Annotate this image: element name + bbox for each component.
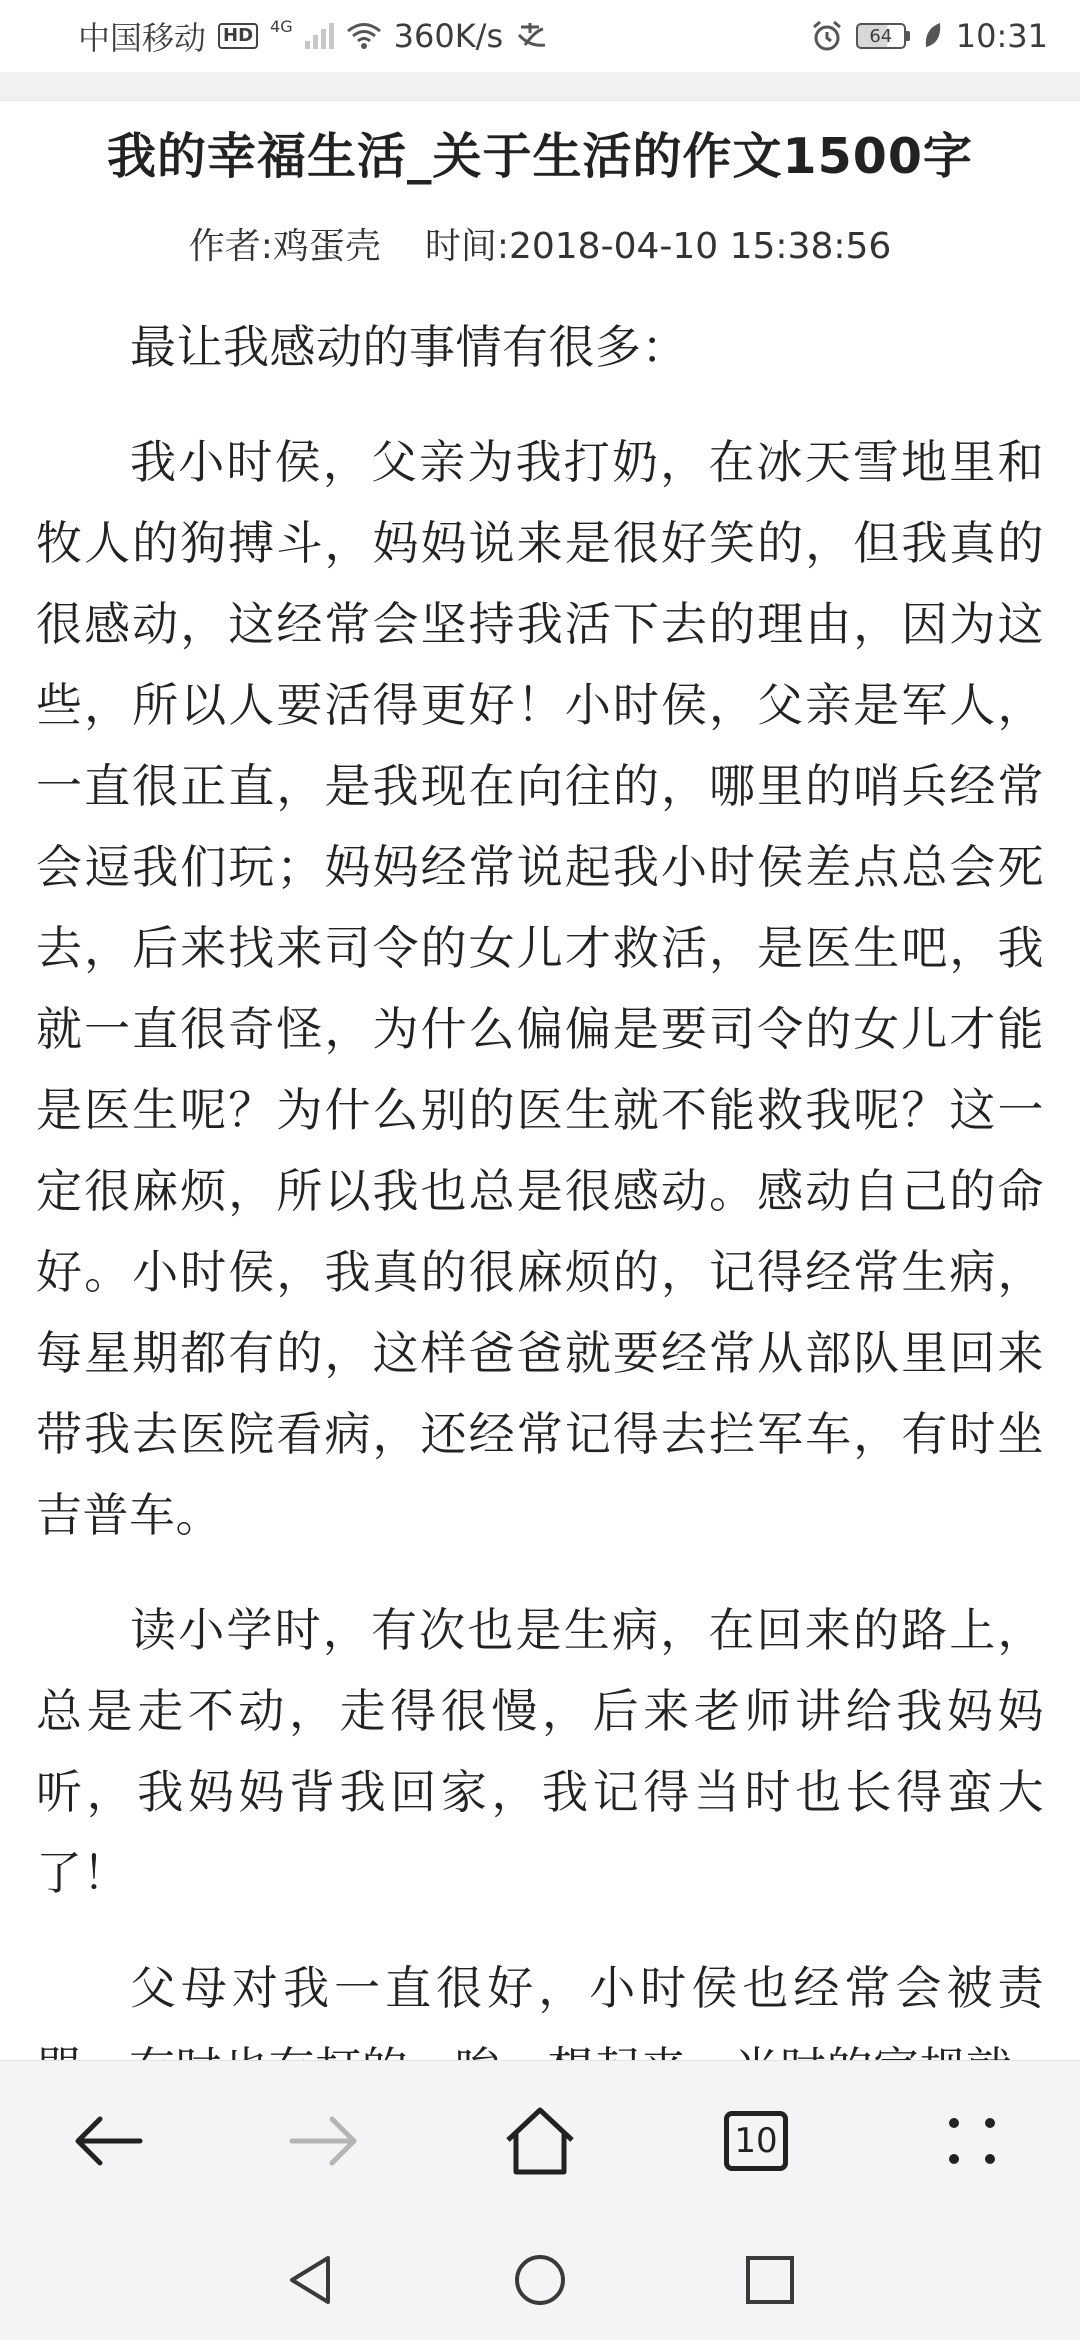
square-recents-icon: [744, 2254, 796, 2306]
article-paragraph: 父母对我一直很好，小时侯也经常会被责: [130, 1961, 1044, 2015]
menu-button[interactable]: [912, 2081, 1032, 2201]
hd-badge: HD: [218, 23, 258, 49]
article-paragraph: 我小时侯，父亲为我打奶，在冰天雪地里和牧人的狗搏斗，妈妈说来是很好笑的，但我真的很感动，这经常会坚持我活下去的理由，因为这些，所以人要活得更好！小时侯，父亲是军人，一直很正直，是我现在向往的，哪里的哨兵经常会逗我们玩；妈妈经常说起我小时侯差点总会死去，后来找来司令的女儿才救活，是医生吧，我就一直很奇怪，为什么偏偏是要司令的女儿才能是医生呢？为什么别的医生就不能救我呢？这一定很麻烦，所以我也总是很感动。感动自己的命好。小时侯，我真的很麻烦的，记得经常生病，每星期都有的，这样爸爸就要经常从部队里回来带我去医院看病，还经常记得去拦军车，有时坐吉普车。: [36, 435, 1044, 1542]
tab-count: 10: [724, 2111, 788, 2171]
page-top-strip: [0, 72, 1080, 101]
status-bar: [0, 0, 1080, 72]
status-bar-left: [78, 13, 549, 59]
battery-level: 64: [856, 23, 906, 49]
back-button[interactable]: [48, 2081, 168, 2201]
arrow-right-icon: [288, 2113, 360, 2169]
forward-button[interactable]: [264, 2081, 384, 2201]
system-recents-button[interactable]: [730, 2240, 810, 2320]
article-author: 作者:鸡蛋壳: [188, 226, 381, 267]
browser-toolbar: [0, 2060, 1080, 2221]
network-speed: 360K/s: [393, 17, 504, 55]
article-content[interactable]: [0, 100, 1080, 2060]
signal-icon: [305, 23, 334, 49]
article-body: [0, 307, 1080, 2110]
menu-dots-icon: [942, 2111, 1002, 2171]
circle-home-icon: [512, 2252, 568, 2308]
home-icon: [502, 2106, 578, 2176]
triangle-back-icon: [284, 2252, 336, 2308]
app-notification-icon: [515, 21, 549, 51]
power-saving-leaf-icon: [922, 21, 944, 51]
alarm-icon: [810, 19, 844, 53]
network-type: 4G: [270, 16, 293, 36]
system-nav-bar: [0, 2220, 1080, 2340]
home-button[interactable]: [480, 2081, 600, 2201]
system-back-button[interactable]: [270, 2240, 350, 2320]
wifi-icon: [346, 22, 382, 50]
tabs-button[interactable]: [696, 2081, 816, 2201]
system-home-button[interactable]: [500, 2240, 580, 2320]
arrow-left-icon: [72, 2113, 144, 2169]
carrier-name: 中国移动: [78, 19, 207, 57]
battery-icon: [856, 23, 910, 49]
article-paragraph: 最让我感动的事情有很多：: [130, 320, 688, 374]
article-paragraph: 读小学时，有次也是生病，在回来的路上，总是走不动，走得很慢，后来老师讲给我妈妈听，我妈妈背我回家，我记得当时也长得蛮大了！: [36, 1603, 1044, 1900]
status-bar-right: [810, 17, 1048, 55]
article-title: 我的幸福生活_关于生活的作文1500字: [107, 128, 973, 185]
clock: 10:31: [955, 17, 1048, 55]
article-time: 时间:2018-04-10 15:38:56: [424, 226, 892, 267]
article-meta: [0, 218, 1080, 269]
